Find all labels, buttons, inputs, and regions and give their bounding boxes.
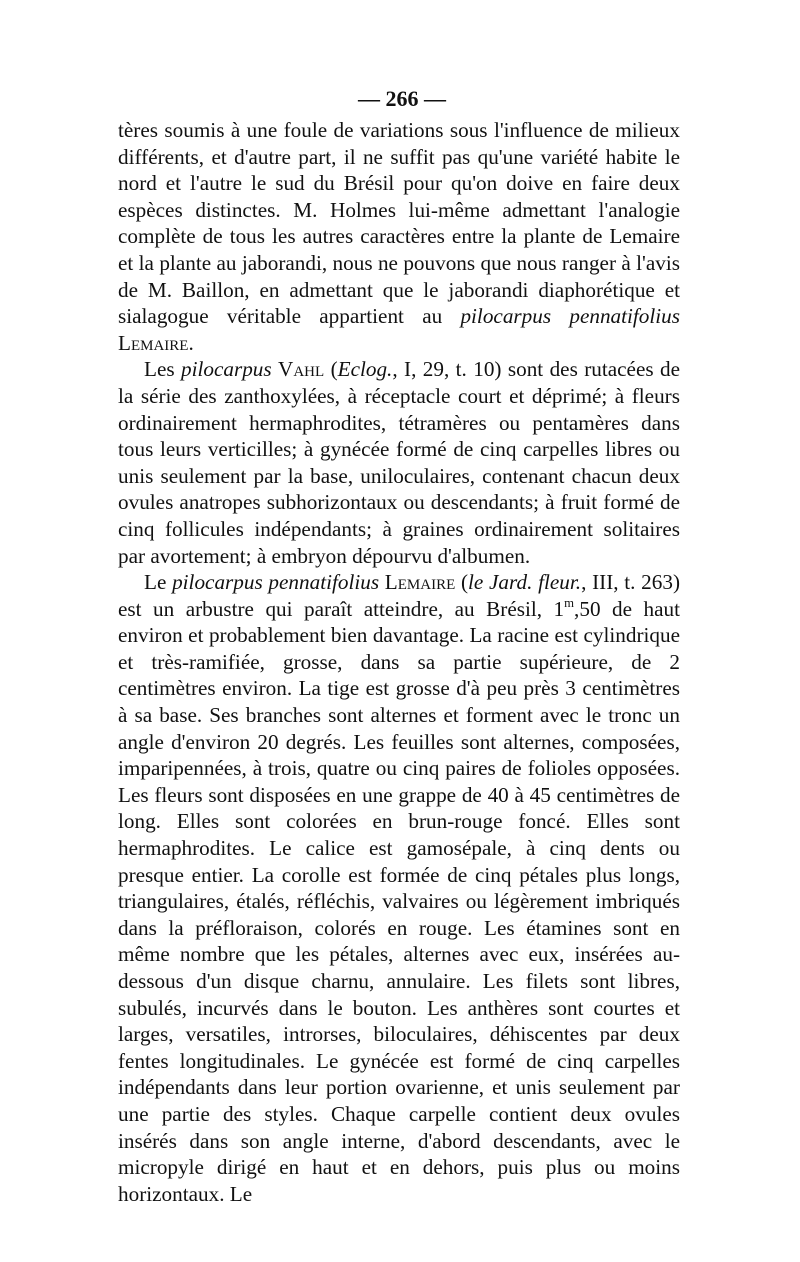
paragraph-3	[118, 569, 680, 1207]
author-name: Vahl	[278, 357, 325, 382]
paragraph-1-text: tères soumis à une foule de variations sous l'influence de milieux différents, et d'autre part, il ne suffit pas qu'une variété habite le nord et l'autre le sud du Brésil pour qu'on doive en faire deux espèces distinctes. M. Holmes lui-même admettant l'analogie complète de tous les autres caractères entre la plante de Lemaire et la plante au jaborandi, nous ne pouvons que nous ranger à l'avis de M. Baillon, en admettant que le jaborandi diaphorétique et sialagogue véritable appartient au	[118, 118, 680, 329]
paragraph-3-text: , III, t. 263) est un arbustre qui paraît atteindre, au Brésil, 1	[118, 570, 680, 621]
unit-superscript: m	[564, 595, 575, 610]
body-text	[118, 117, 680, 1207]
genus-name: pilocarpus	[180, 357, 272, 382]
paragraph-1-end: .	[188, 330, 194, 355]
paragraph-3-text-cont: ,50 de haut environ et probablement bien davantage. La racine est cylindrique et très-ramifiée, grosse, dans sa partie supérieure, de 2 centimètres environ. La tige est grosse d'à peu près 3 centimètres à sa base. Ses branches sont alternes et forment avec le tronc un angle d'environ 20 degrés. Les feuilles sont alternes, composées, imparipennées, à trois, quatre ou cinq paires de folioles opposées. Les fleurs sont disposées en une grappe de 40 à 45 centimètres de long. Elles sont colorées en brun-rouge foncé. Elles sont hermaphrodites. Le calice est gamosépale, à cinq dents ou presque entier. La corolle est formée de cinq pétales plus longs, triangulaires, étalés, réfléchis, valvaires ou légèrement imbriqués dans la préfloraison, colorés en rouge. Les étamines sont en même nombre que les pétales, alternes avec eux, insérées au-dessous d'un disque charnu, annulaire. Les filets sont libres, subulés, incurvés dans le bouton. Les anthères sont courtes et larges, versatiles, introrses, biloculaires, déhiscentes par deux fentes longitudinales. Le gynécée est formé de cinq carpelles indépendants dans leur portion ovarienne, et unis seulement par une partie des styles. Chaque carpelle contient deux ovules insérés dans son angle interne, d'abord descendants, avec le micropyle dirigé en haut et en dehors, puis plus ou moins horizontaux. Le	[118, 596, 680, 1206]
species-name: pilocarpus pennatifolius	[460, 304, 680, 329]
paren-open: (	[455, 570, 469, 595]
page-number: — 266 —	[358, 86, 446, 111]
book-page	[118, 84, 680, 1207]
species-name: pilocarpus pennatifolius	[172, 570, 380, 595]
work-title: le Jard. fleur.	[468, 570, 582, 595]
paren-open: (	[324, 357, 338, 382]
paragraph-2: Les pilocarpus Vahl (Eclog., I, 29, t. 10) sont des rutacées de la série des zanthoxylées, à réceptacle court et déprimé; à fleurs ordinairement hermaphrodites, tétramères ou pentamères dans tous leurs verticilles; à gynécée formé de cinq carpelles libres ou unis seulement par la base, uniloculaires, contenant chacun deux ovules anatropes subhorizontaux ou descendants; à fruit formé de cinq follicules indépendants; à graines ordinairement solitaires par avortement; à embryon dépourvu d'albumen.	[118, 357, 680, 568]
paragraph-3-lead: Le	[144, 570, 173, 595]
work-title: Eclog.	[337, 357, 393, 382]
paragraph-2-text: , I, 29, t. 10) sont des rutacées de la série des zanthoxylées, à réceptacle court et déprimé; à fleurs ordinairement hermaphrodites, tétramères ou pentamères dans tous leurs verticilles; à gynécée formé de cinq carpelles libres ou unis seulement par la base, uniloculaires, contenant chacun deux ovules anatropes subhorizontaux ou descendants; à fruit formé de cinq follicules indépendants; à graines ordinairement solitaires par avortement; à embryon dépourvu d'albumen.	[118, 357, 680, 568]
author-name: Lemaire	[118, 330, 189, 355]
author-name: Lemaire	[384, 570, 456, 595]
paragraph-1	[118, 117, 680, 356]
